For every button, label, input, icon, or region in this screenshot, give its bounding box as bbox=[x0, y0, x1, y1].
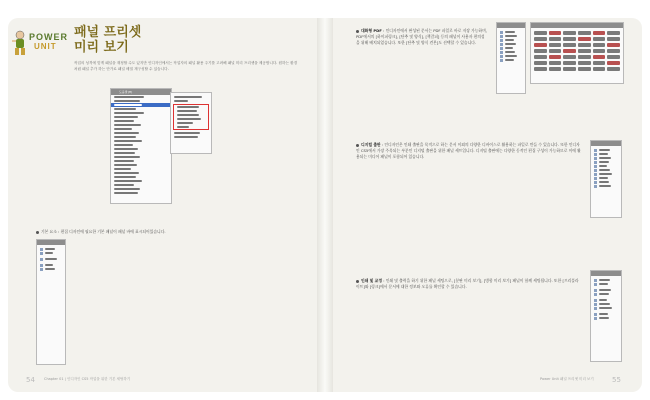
power-unit-logo bbox=[12, 30, 70, 56]
interactive-pdf-panel-screenshot bbox=[496, 22, 526, 94]
title-line-2: 미리 보기 bbox=[74, 40, 129, 55]
bullet-icon bbox=[356, 30, 359, 33]
bullet-icon bbox=[356, 144, 359, 147]
left-footer: Chapter 01 | 인디자인 CS5 작업을 위한 기본 세팅하기 bbox=[44, 377, 131, 381]
book-gutter bbox=[317, 18, 333, 392]
mascot-figure-icon bbox=[12, 30, 28, 56]
para1-text: : 인디자인에서 완성된 문서는 PDF 파일로 바로 저장 가능하며, PDF에서의 [하이퍼링크], [단추 및 양식], [책갈피] 등의 패널이 사용자 편의성을 위해 배치되었습니다. 또한 [단추 및 양식 견본]도 선택할 수 있습니다. bbox=[356, 28, 487, 45]
menu-items bbox=[111, 95, 171, 195]
digital-publishing-panel-screenshot bbox=[590, 140, 622, 218]
para3-text: : 인쇄 및 출력을 하기 위한 패널 세팅으로, [분판 미리 보기], [병합 미리 보기] 패널이 함께 세팅됩니다. 또한 [프리플라이트]와 [링크]에서 문서에 대한 정보와 오류를 확인할 수 있습니다. bbox=[356, 278, 579, 289]
left-page-number: 54 bbox=[26, 376, 35, 384]
page-title bbox=[74, 25, 141, 55]
bullet-icon bbox=[356, 280, 359, 283]
title-line-1: 패널 프리셋 bbox=[74, 25, 142, 40]
buttons-samples-screenshot bbox=[530, 22, 624, 84]
digital-publishing-paragraph bbox=[356, 142, 582, 160]
bullet-icon bbox=[36, 231, 39, 234]
interactive-pdf-paragraph bbox=[356, 28, 488, 46]
essentials-panel-screenshot bbox=[36, 239, 66, 365]
para2-text: : 인디자인은 인쇄 출판을 목적으로 하는 문서 이외의 다양한 디바이스로 활용하는 파일로 만들 수 있습니다. 또한 인디자인 CS5에서 가장 주목되는 부분인 디지털 출판을 위한 패널 세트입니다. 디지털 출판에는 다양한 동적인 편집 구성이 가능하므로 이에 활용되는 미디어 패널이 포함되어 있습니다. bbox=[356, 142, 581, 159]
para2-title: 디지털 출판 bbox=[361, 142, 381, 147]
intro-text: 작업의 성격에 맞게 패널을 재정할 수도 있지만 인디자인에서는 작업자의 패널 활용 주기를 고려해 패널 미리 프리셋을 제공합니다. 원하는 환경처럼 패널 추가 하는 단가로 패널 배열 재구성할 수 있습니다. bbox=[74, 61, 298, 71]
button-sample-grid bbox=[531, 28, 623, 74]
print-proofing-panel-screenshot bbox=[590, 270, 622, 362]
para1-title: 대화형 PDF bbox=[361, 28, 382, 33]
essentials-text: 기본 요소 : 편집 디자인에 필요한 기본 패널이 패널 바에 표시되어있습니다. bbox=[41, 229, 166, 234]
workspace-submenu bbox=[170, 92, 212, 154]
panel-header bbox=[37, 240, 65, 245]
window-menu-screenshot bbox=[110, 88, 172, 204]
menu-header-bar: 도움말(H) bbox=[111, 89, 171, 95]
logo-word-unit: UNIT bbox=[34, 42, 57, 51]
right-footer: Power Unit 패널 프리셋 미리 보기 bbox=[540, 377, 594, 381]
essentials-bullet bbox=[36, 229, 306, 235]
para3-title: 인쇄 및 교정 bbox=[361, 278, 382, 283]
right-page-number: 55 bbox=[612, 376, 621, 384]
print-proofing-paragraph bbox=[356, 278, 582, 290]
logo-word-power: POWER bbox=[29, 32, 69, 42]
